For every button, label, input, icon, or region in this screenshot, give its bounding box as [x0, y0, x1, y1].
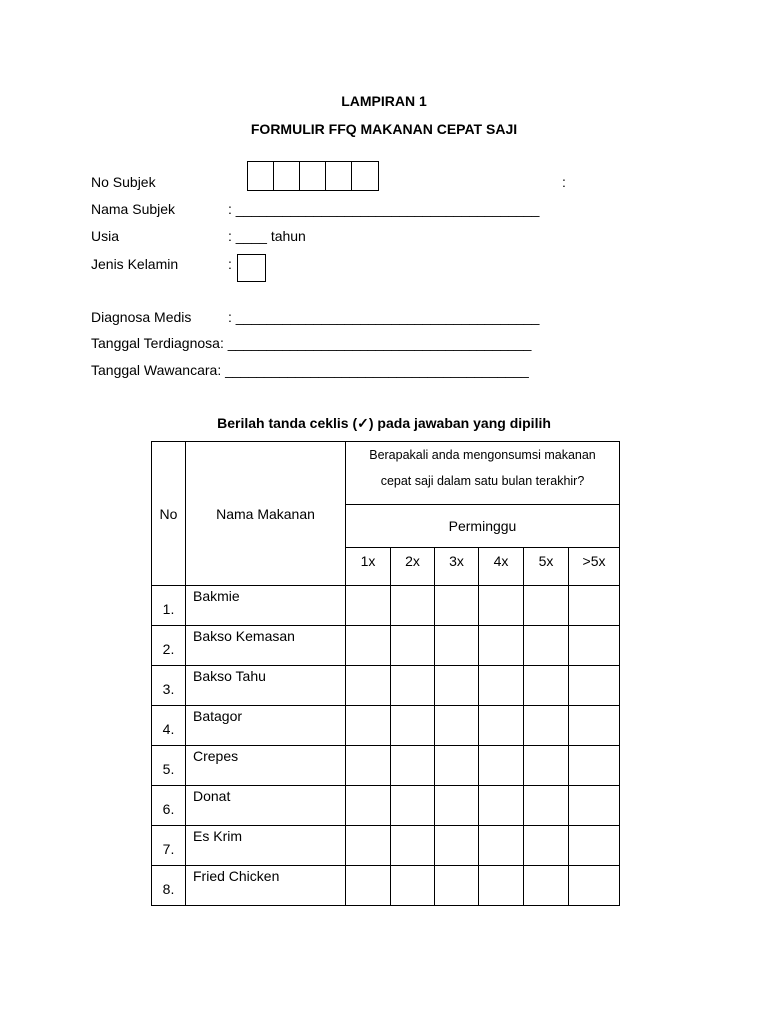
- diagnosa-medis-label: Diagnosa Medis: [91, 309, 192, 325]
- frequency-checkbox-cell[interactable]: [435, 666, 479, 706]
- jenis-kelamin-label: Jenis Kelamin: [91, 256, 179, 272]
- frequency-checkbox-cell[interactable]: [391, 586, 435, 626]
- nama-subjek-field[interactable]: : _______________________________________: [228, 201, 540, 217]
- frequency-checkbox-cell[interactable]: [435, 786, 479, 826]
- food-name: Crepes: [186, 746, 346, 786]
- ffq-table: [151, 441, 620, 906]
- frequency-checkbox-cell[interactable]: [524, 666, 569, 706]
- frequency-checkbox-cell[interactable]: [569, 826, 620, 866]
- tanggal-wawancara-field[interactable]: Tanggal Wawancara: _______________________________________: [91, 362, 529, 378]
- frequency-checkbox-cell[interactable]: [435, 826, 479, 866]
- frequency-checkbox-cell[interactable]: [346, 746, 391, 786]
- usia-field[interactable]: : ____ tahun: [228, 228, 306, 244]
- frequency-checkbox-cell[interactable]: [391, 826, 435, 866]
- frequency-checkbox-cell[interactable]: [569, 706, 620, 746]
- frequency-checkbox-cell[interactable]: [391, 866, 435, 906]
- header-frequency: 4x: [479, 548, 524, 586]
- frequency-checkbox-cell[interactable]: [479, 746, 524, 786]
- no-subjek-label: No Subjek: [91, 174, 156, 190]
- no-subjek-colon: :: [562, 174, 566, 190]
- frequency-checkbox-cell[interactable]: [569, 586, 620, 626]
- frequency-checkbox-cell[interactable]: [391, 666, 435, 706]
- jenis-kelamin-box[interactable]: [237, 254, 266, 282]
- frequency-checkbox-cell[interactable]: [569, 666, 620, 706]
- header-frequency: 1x: [346, 548, 391, 586]
- frequency-checkbox-cell[interactable]: [435, 746, 479, 786]
- no-subjek-box[interactable]: [248, 162, 274, 190]
- header-question-line2: cepat saji dalam satu bulan terakhir?: [380, 474, 585, 488]
- no-subjek-box[interactable]: [274, 162, 300, 190]
- food-name: Fried Chicken: [186, 866, 346, 906]
- frequency-checkbox-cell[interactable]: [346, 826, 391, 866]
- table-row: [152, 746, 620, 786]
- frequency-checkbox-cell[interactable]: [569, 626, 620, 666]
- frequency-checkbox-cell[interactable]: [435, 866, 479, 906]
- frequency-checkbox-cell[interactable]: [524, 746, 569, 786]
- tanggal-terdiagnosa-field[interactable]: Tanggal Terdiagnosa: _______________________________________: [91, 335, 532, 351]
- frequency-checkbox-cell[interactable]: [524, 866, 569, 906]
- frequency-checkbox-cell[interactable]: [391, 626, 435, 666]
- frequency-checkbox-cell[interactable]: [524, 826, 569, 866]
- table-row: [152, 586, 620, 626]
- table-row: [152, 706, 620, 746]
- frequency-checkbox-cell[interactable]: [435, 586, 479, 626]
- frequency-checkbox-cell[interactable]: [479, 786, 524, 826]
- diagnosa-medis-field[interactable]: : _______________________________________: [228, 309, 540, 325]
- header-frequency: >5x: [569, 548, 620, 586]
- header-perminggu: Perminggu: [346, 505, 620, 548]
- no-subjek-box[interactable]: [326, 162, 352, 190]
- food-name: Batagor: [186, 706, 346, 746]
- frequency-checkbox-cell[interactable]: [524, 626, 569, 666]
- frequency-checkbox-cell[interactable]: [569, 866, 620, 906]
- no-subjek-box[interactable]: [300, 162, 326, 190]
- frequency-checkbox-cell[interactable]: [346, 626, 391, 666]
- frequency-checkbox-cell[interactable]: [479, 666, 524, 706]
- food-name: Es Krim: [186, 826, 346, 866]
- frequency-checkbox-cell[interactable]: [524, 586, 569, 626]
- row-number: 8.: [152, 866, 186, 906]
- table-row: [152, 626, 620, 666]
- row-number: 4.: [152, 706, 186, 746]
- frequency-checkbox-cell[interactable]: [346, 866, 391, 906]
- header-no: No: [152, 442, 186, 586]
- frequency-checkbox-cell[interactable]: [346, 786, 391, 826]
- table-row: [152, 866, 620, 906]
- row-number: 6.: [152, 786, 186, 826]
- usia-label: Usia: [91, 228, 120, 244]
- no-subjek-box[interactable]: [352, 162, 378, 190]
- frequency-checkbox-cell[interactable]: [479, 586, 524, 626]
- row-number: 5.: [152, 746, 186, 786]
- frequency-checkbox-cell[interactable]: [391, 746, 435, 786]
- frequency-checkbox-cell[interactable]: [346, 706, 391, 746]
- header-question-line1: Berapakali anda mengonsumsi makanan: [369, 448, 596, 462]
- frequency-checkbox-cell[interactable]: [524, 706, 569, 746]
- frequency-checkbox-cell[interactable]: [479, 706, 524, 746]
- food-name: Donat: [186, 786, 346, 826]
- no-subjek-boxes[interactable]: [247, 161, 379, 191]
- row-number: 7.: [152, 826, 186, 866]
- frequency-checkbox-cell[interactable]: [391, 786, 435, 826]
- row-number: 2.: [152, 626, 186, 666]
- jenis-kelamin-colon: :: [228, 256, 232, 272]
- frequency-checkbox-cell[interactable]: [524, 786, 569, 826]
- row-number: 3.: [152, 666, 186, 706]
- lampiran-heading: LAMPIRAN 1: [341, 93, 427, 109]
- form-title: FORMULIR FFQ MAKANAN CEPAT SAJI: [250, 121, 518, 137]
- table-row: [152, 666, 620, 706]
- food-name: Bakso Kemasan: [186, 626, 346, 666]
- header-frequency: 3x: [435, 548, 479, 586]
- header-frequency: 2x: [391, 548, 435, 586]
- header-question: [346, 442, 620, 505]
- table-row: [152, 786, 620, 826]
- row-number: 1.: [152, 586, 186, 626]
- frequency-checkbox-cell[interactable]: [479, 826, 524, 866]
- frequency-checkbox-cell[interactable]: [346, 586, 391, 626]
- food-name: Bakso Tahu: [186, 666, 346, 706]
- instruction-text: Berilah tanda ceklis (✓) pada jawaban yang dipilih: [217, 415, 551, 431]
- frequency-checkbox-cell[interactable]: [391, 706, 435, 746]
- nama-subjek-label: Nama Subjek: [91, 201, 176, 217]
- frequency-checkbox-cell[interactable]: [346, 666, 391, 706]
- frequency-checkbox-cell[interactable]: [435, 706, 479, 746]
- food-name: Bakmie: [186, 586, 346, 626]
- frequency-checkbox-cell[interactable]: [569, 746, 620, 786]
- header-nama-makanan: Nama Makanan: [186, 442, 346, 586]
- frequency-checkbox-cell[interactable]: [479, 866, 524, 906]
- frequency-checkbox-cell[interactable]: [479, 626, 524, 666]
- table-row: [152, 826, 620, 866]
- frequency-checkbox-cell[interactable]: [569, 786, 620, 826]
- header-frequency: 5x: [524, 548, 569, 586]
- frequency-checkbox-cell[interactable]: [435, 626, 479, 666]
